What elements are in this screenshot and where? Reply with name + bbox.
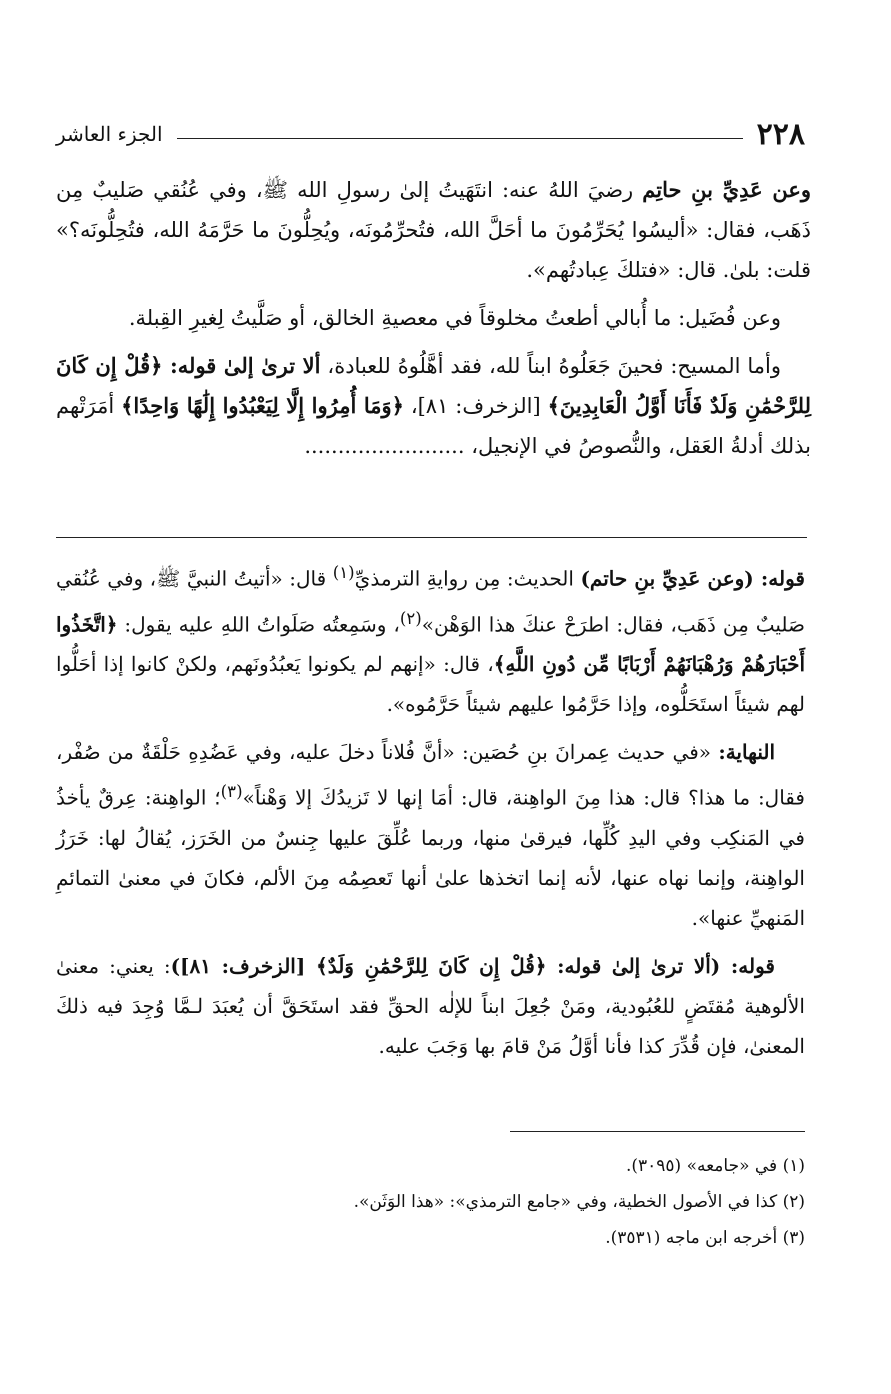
- commentary-text: الحديث: مِن روايةِ الترمذيِّ: [354, 566, 581, 591]
- footnotes: [56, 1148, 805, 1256]
- commentary-text: ؛ الواهِنة: عِرقٌ يأخذُ في المَنكِب وفي اليدِ كُلِّها، فيرقىٰ منها، وربما عُلِّقَ عليها جِنسٌ من الخَرَز، يُقالُ لها: خَرَزُ الواهِنة، وإنما نهاه عنها، لأنه إنما اتخذها علىٰ أنها تَعصِمُه مِنَ الألم، فكانَ في معنىٰ التمائمِ المَنهيِّ عنها».: [56, 785, 805, 930]
- commentary-text: «في حديث عِمرانَ بنِ حُصَين: «أنَّ فُلاناً دخلَ عليه، وفي عَضُدِهِ حَلْقَةٌ من صُفْر، فقال: ما هذا؟ قال: هذا مِنَ الواهِنة، قال: أمَا إنها لا تَزيدُكَ إلا وَهْناً»: [56, 740, 805, 810]
- commentary-text: قال: «أتيتُ النبيَّ ﷺ، وفي عُنُقي صَليبٌ مِن ذَهَب، فقال: اطرَحْ عنكَ هذا الوَهْن»: [56, 566, 805, 637]
- quran-verse: ﴿اتَّخَذُوا أَحْبَارَهُمْ وَرُهْبَانَهُمْ أَرْبَابًا مِّن دُونِ اللَّهِ﴾: [56, 612, 805, 677]
- paragraph-text: وأما المسيح: فحينَ جَعَلُوهُ ابناً لله، فقد أهَّلُوهُ للعبادة،: [320, 354, 781, 378]
- bold-lead: قوله: (وعن عَدِيِّ بنِ حاتم): [580, 566, 805, 591]
- commentary: [56, 553, 805, 1074]
- footnote-marker: (٣): [220, 782, 243, 802]
- footnote-marker: (١): [332, 563, 355, 582]
- bold-lead: النهاية:: [718, 740, 775, 765]
- main-paragraph-1: [56, 170, 811, 290]
- quran-verse: ﴿قُلْ إِن كَانَ لِلرَّحْمَٰنِ وَلَدٌ فَأَنَا أَوَّلُ الْعَابِدِينَ﴾: [56, 353, 811, 418]
- quran-verse: ﴿وَمَا أُمِرُوا إِلَّا لِيَعْبُدُوا إِلَٰهًا وَاحِدًا﴾: [121, 393, 404, 418]
- footnote-3: (٣) أخرجه ابن ماجه (٣٥٣١).: [605, 1228, 805, 1248]
- main-paragraph-3: [56, 346, 811, 466]
- paragraph-text: أمَرَتْهم بذلك أدلةُ العَقل، والنُّصوصُ في الإنجيل، ........................: [56, 394, 811, 458]
- narrator-name: وعن عَدِيِّ بنِ حاتِم: [642, 177, 811, 202]
- bold-lead: ألا ترىٰ إلىٰ قوله:: [162, 353, 321, 378]
- commentary-text: ، قال: «إنهم لم يكونوا يَعبُدُونَهم، ولكنْ كانوا إذا أحَلُّوا لهم شيئاً استَحَلُّوه، وإذا حَرَّمُوا عليهم شيئاً حَرَّمُوه».: [56, 652, 805, 717]
- main-paragraph-2: وعن فُضَيل: ما أُبالي أطعتُ مخلوقاً في معصيةِ الخالق، أو صَلَّيتُ لِغيرِ القِبلة.: [128, 306, 781, 330]
- commentary-text: : يعني: معنىٰ الألوهية مُقتَضٍ للعُبُودية، ومَنْ جُعِلَ ابناً للإلٰه الحقِّ فقد استَحَقَّ أن يُعبَدَ لـمَّا وُجِدَ فيه ذلكَ المعنىٰ، فإن قُدِّرَ كذا فأنا أوَّلُ مَنْ قامَ بها وَجَبَ عليه.: [56, 953, 805, 1058]
- quran-verse: ﴿قُلْ إِن كَانَ لِلرَّحْمَٰنِ وَلَدٌ﴾: [316, 953, 547, 978]
- part-title: الجزء العاشر: [56, 122, 163, 146]
- commentary-paragraph-1: [56, 553, 805, 724]
- footnote-1: (١) في «جامعه» (٣٠٩٥).: [625, 1156, 805, 1176]
- verse-reference: [الزخرف: ٨١]،: [403, 394, 548, 418]
- hadith-text: رضيَ اللهُ عنه: انتَهَيتُ إلىٰ رسولِ الله ﷺ، وفي عُنُقي صَليبٌ مِن ذَهَب، فقال: «أليسُوا يُحَرِّمُونَ ما أحَلَّ الله، فتُحرِّمُونَه، ويُحِلُّونَ ما حَرَّمَهُ الله، فتُحِلُّونَه؟» قلت: بلىٰ. قال: «فتلكَ عِبادتُهم».: [56, 178, 811, 282]
- commentary-text: ، وسَمِعتُه صَلَواتُ اللهِ عليه يقول:: [117, 612, 400, 637]
- page-number: ٢٢٨: [756, 116, 805, 152]
- main-text: [56, 170, 811, 474]
- footnote-rule: [510, 1131, 805, 1132]
- footnote-marker: (٢): [399, 608, 422, 628]
- verse-reference: [الزخرف: ٨١]): [170, 953, 316, 978]
- commentary-paragraph-2: [56, 732, 805, 938]
- bold-lead: قوله: (ألا ترىٰ إلىٰ قوله:: [546, 953, 775, 978]
- running-header: [56, 114, 805, 154]
- header-rule: [177, 138, 743, 139]
- footnote-2: (٢) كذا في الأصول الخطية، وفي «جامع الترمذي»: «هذا الوَثَن».: [353, 1192, 805, 1212]
- text-commentary-divider: [56, 537, 807, 538]
- commentary-paragraph-3: [56, 946, 805, 1066]
